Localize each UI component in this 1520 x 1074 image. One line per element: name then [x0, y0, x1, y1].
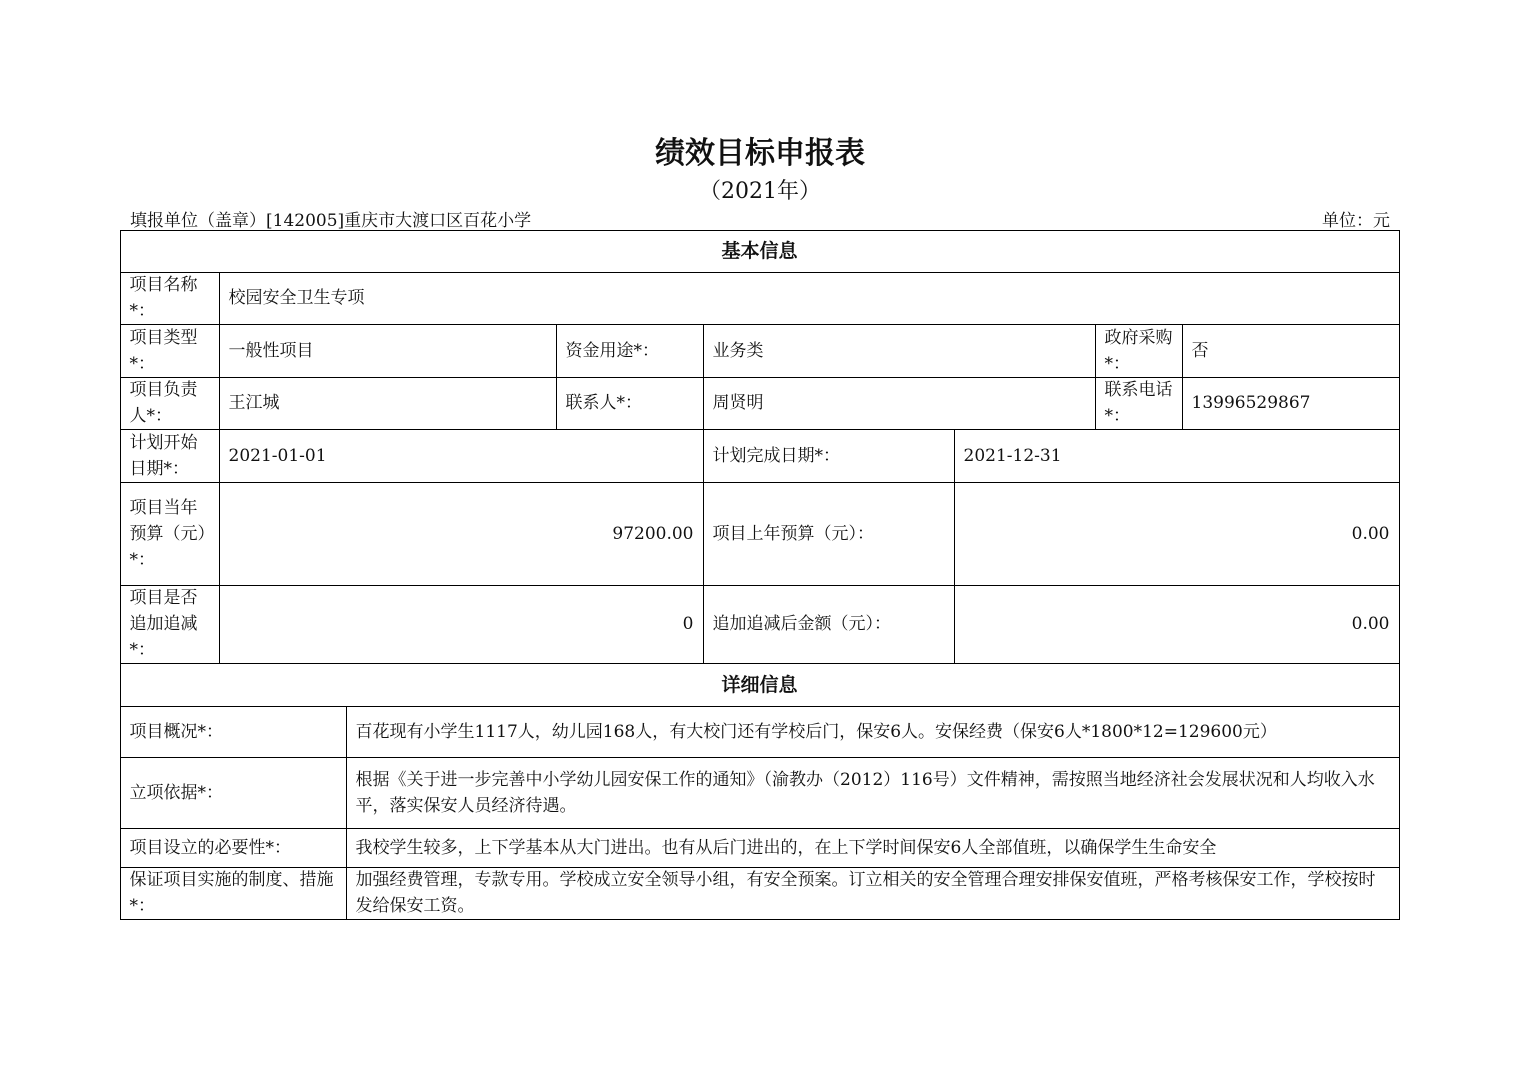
document-year: （2021年） — [699, 179, 821, 204]
budget-value: 97200.00 — [219, 482, 704, 586]
project-name-value: 校园安全卫生专项 — [219, 272, 1400, 325]
reporting-unit: 填报单位（盖章）[142005]重庆市大渡口区百花小学 — [130, 211, 532, 231]
basis-label: 立项依据*： — [120, 757, 347, 829]
end-date-label: 计划完成日期*： — [703, 429, 955, 483]
project-type-label: 项目类型*： — [120, 324, 220, 378]
overview-label: 项目概况*： — [120, 706, 347, 758]
budget-label: 项目当年预算（元）*： — [120, 482, 220, 586]
contact-value: 周贤明 — [703, 377, 1096, 430]
project-owner-label: 项目负责人*： — [120, 377, 220, 430]
adjustment-label: 项目是否追加追减*： — [120, 585, 220, 664]
phone-label: 联系电话*： — [1095, 377, 1183, 430]
contact-label: 联系人*： — [556, 377, 704, 430]
start-date-value: 2021-01-01 — [219, 429, 704, 483]
prev-budget-value: 0.00 — [954, 482, 1400, 586]
fund-use-label: 资金用途*： — [556, 324, 704, 378]
adjusted-amount-label: 追加追减后金额（元）： — [703, 585, 955, 664]
necessity-label: 项目设立的必要性*： — [120, 828, 347, 868]
gov-procurement-label: 政府采购*： — [1095, 324, 1183, 378]
gov-procurement-value: 否 — [1182, 324, 1400, 378]
fund-use-value: 业务类 — [703, 324, 1096, 378]
project-name-label: 项目名称*： — [120, 272, 220, 325]
measures-label: 保证项目实施的制度、措施*： — [120, 867, 347, 920]
basic-info-header: 基本信息 — [120, 230, 1400, 273]
basis-value: 根据《关于进一步完善中小学幼儿园安保工作的通知》（渝教办（2012）116号）文件精神，需按照当地经济社会发展状况和人均收入水平，落实保安人员经济待遇。 — [346, 757, 1400, 829]
phone-value: 13996529867 — [1182, 377, 1400, 430]
overview-value: 百花现有小学生1117人，幼儿园168人，有大校门还有学校后门，保安6人。安保经费（保安6人*1800*12=129600元） — [346, 706, 1400, 758]
measures-value: 加强经费管理，专款专用。学校成立安全领导小组，有安全预案。订立相关的安全管理合理安排保安值班，严格考核保安工作，学校按时发给保安工资。 — [346, 867, 1400, 920]
adjusted-amount-value: 0.00 — [954, 585, 1400, 664]
necessity-value: 我校学生较多，上下学基本从大门进出。也有从后门进出的，在上下学时间保安6人全部值班，以确保学生生命安全 — [346, 828, 1400, 868]
adjustment-value: 0 — [219, 585, 704, 664]
document-title: 绩效目标申报表 — [655, 136, 865, 171]
detail-info-header: 详细信息 — [120, 663, 1400, 707]
end-date-value: 2021-12-31 — [954, 429, 1400, 483]
currency-unit: 单位：元 — [1322, 211, 1390, 231]
project-type-value: 一般性项目 — [219, 324, 557, 378]
start-date-label: 计划开始日期*： — [120, 429, 220, 483]
project-owner-value: 王江城 — [219, 377, 557, 430]
prev-budget-label: 项目上年预算（元）： — [703, 482, 955, 586]
